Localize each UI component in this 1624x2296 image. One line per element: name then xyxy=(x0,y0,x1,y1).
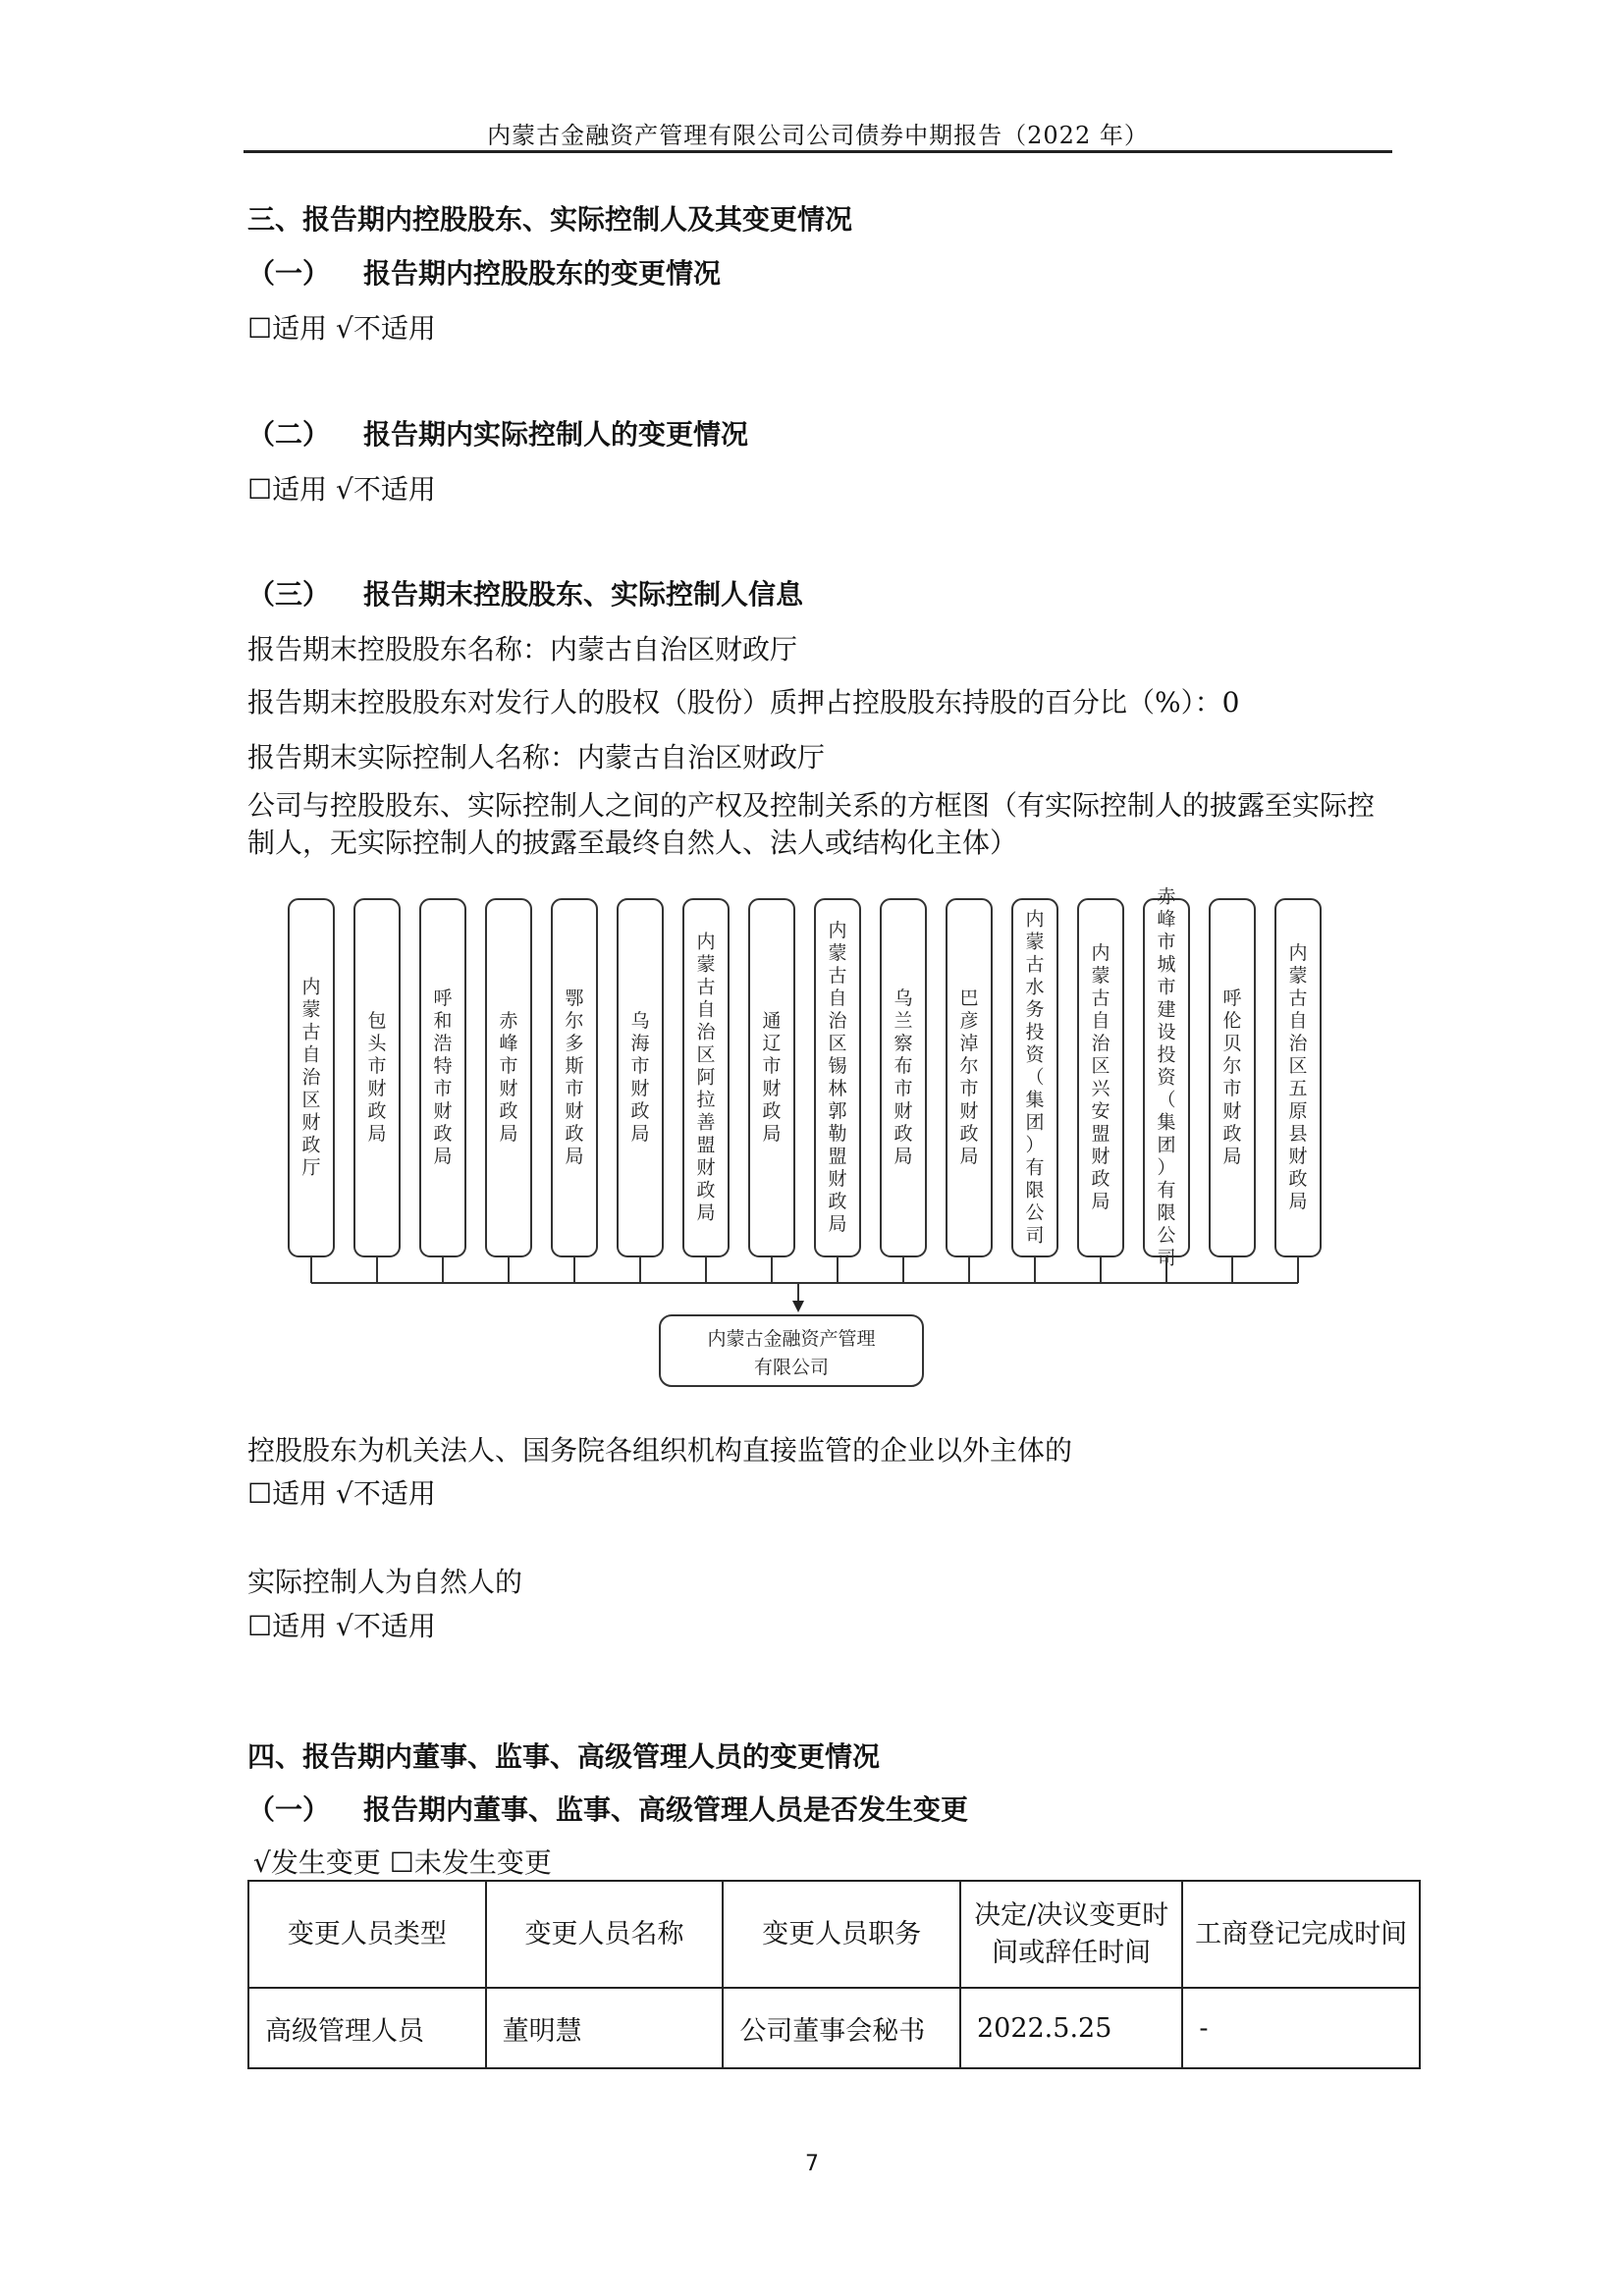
subsection-title: 报告期内控股股东的变更情况 xyxy=(363,257,722,290)
subsection-number: （一） xyxy=(247,257,331,290)
column-header: 变更人员职务 xyxy=(723,1881,960,1988)
arrow-head-icon xyxy=(792,1301,804,1312)
ownership-chart-intro: 公司与控股股东、实际控制人之间的产权及控制关系的方框图（有实际控制人的披露至实际控制人，无实际控制人的披露至最终自然人、法人或结构化主体） xyxy=(247,789,1376,859)
shareholder-name: 巴彦淖尔市财政局 xyxy=(959,988,979,1167)
non-state-entity-question: 控股股东为机关法人、国务院各组织机构直接监管的企业以外主体的 xyxy=(247,1434,1073,1467)
section-4-title: 四、报告期内董事、监事、高级管理人员的变更情况 xyxy=(247,1740,881,1773)
table-header-row xyxy=(248,1881,1420,1988)
table-cell: - xyxy=(1182,1988,1420,2068)
table-cell: 董明慧 xyxy=(486,1988,724,2068)
subsection-title: 报告期末控股股东、实际控制人信息 xyxy=(363,578,804,611)
shareholder-name: 乌海市财政局 xyxy=(630,1010,650,1145)
subsection-title: 报告期内实际控制人的变更情况 xyxy=(363,418,749,451)
shareholder-name: 内蒙古自治区五原县财政局 xyxy=(1288,942,1308,1212)
shareholder-name: 赤峰市城市建设投资（集团）有限公司 xyxy=(1157,885,1176,1269)
shareholder-name: 内蒙古水务投资（集团）有限公司 xyxy=(1025,908,1045,1247)
controlling-shareholder-name: 报告期末控股股东名称：内蒙古自治区财政厅 xyxy=(247,633,798,666)
actual-controller-name: 报告期末实际控制人名称：内蒙古自治区财政厅 xyxy=(247,741,826,774)
applicability-options: ☐适用 √不适用 xyxy=(247,1477,436,1510)
header-rule xyxy=(244,150,1392,153)
applicability-options: ☐适用 √不适用 xyxy=(247,312,436,345)
natural-person-question: 实际控制人为自然人的 xyxy=(247,1566,523,1598)
table-row xyxy=(248,1988,1420,2068)
shareholder-name: 通辽市财政局 xyxy=(762,1010,782,1145)
pledge-ratio: 报告期末控股股东对发行人的股权（股份）质押占控股股东持股的百分比（%）：0 xyxy=(247,686,1240,719)
column-header: 变更人员类型 xyxy=(248,1881,486,1988)
shareholder-name: 赤峰市财政局 xyxy=(499,1010,518,1145)
company-name-line-2: 有限公司 xyxy=(753,1357,830,1378)
subsection-3-2-heading xyxy=(247,413,748,453)
ownership-structure-diagram xyxy=(275,883,1355,1394)
page-header: 内蒙古金融资产管理有限公司公司债券中期报告（2022 年） xyxy=(487,122,1149,149)
shareholder-boxes xyxy=(289,886,1321,1269)
subsection-number: （二） xyxy=(247,418,331,451)
shareholder-name: 内蒙古自治区兴安盟财政局 xyxy=(1091,942,1110,1212)
section-3-title: 三、报告期内控股股东、实际控制人及其变更情况 xyxy=(247,203,853,236)
applicability-options: ☐适用 √不适用 xyxy=(247,1610,436,1642)
shareholder-name: 内蒙古自治区财政厅 xyxy=(301,976,321,1179)
shareholder-name: 内蒙古自治区阿拉善盟财政局 xyxy=(696,931,716,1224)
subsection-number: （三） xyxy=(247,578,331,611)
subsection-3-1-heading xyxy=(247,252,721,292)
page-number: 7 xyxy=(805,2152,819,2176)
shareholder-name: 鄂尔多斯市财政局 xyxy=(565,988,584,1167)
applicability-options: ☐适用 √不适用 xyxy=(247,473,436,506)
table-cell: 高级管理人员 xyxy=(248,1988,486,2068)
table-cell: 公司董事会秘书 xyxy=(723,1988,960,2068)
column-header: 决定/决议变更时间或辞任时间 xyxy=(960,1881,1182,1988)
shareholder-name: 呼和浩特市财政局 xyxy=(433,988,453,1167)
shareholder-name: 呼伦贝尔市财政局 xyxy=(1222,988,1242,1167)
shareholder-name: 包头市财政局 xyxy=(367,1010,387,1145)
column-header: 工商登记完成时间 xyxy=(1182,1881,1420,1988)
change-options: √发生变更 ☐未发生变更 xyxy=(253,1846,552,1879)
subsection-4-1-heading xyxy=(247,1789,968,1828)
subsection-number: （一） xyxy=(247,1793,331,1826)
company-name-line-1: 内蒙古金融资产管理 xyxy=(707,1328,876,1350)
table-cell: 2022.5.25 xyxy=(960,1988,1182,2068)
shareholder-name: 内蒙古自治区锡林郭勒盟财政局 xyxy=(828,920,847,1235)
subsection-3-3-heading xyxy=(247,573,803,613)
shareholder-name: 乌兰察布市财政局 xyxy=(893,988,913,1167)
connector-lines xyxy=(311,1256,1298,1283)
column-header: 变更人员名称 xyxy=(486,1881,724,1988)
personnel-change-table xyxy=(247,1880,1421,2069)
subsection-title: 报告期内董事、监事、高级管理人员是否发生变更 xyxy=(363,1793,969,1826)
